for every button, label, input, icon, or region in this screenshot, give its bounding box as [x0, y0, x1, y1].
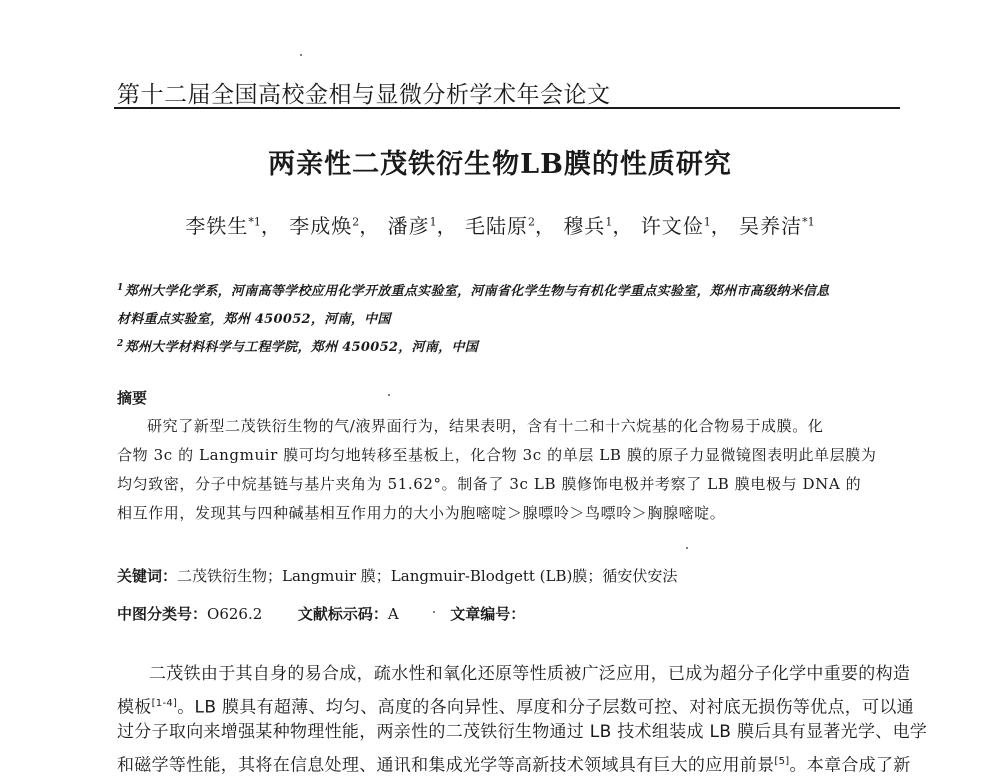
- affiliation-1-line-1: [117, 280, 829, 299]
- body-text-span: 模板: [117, 697, 152, 718]
- abstract-line: 均匀致密，分子中烷基链与基片夹角为 51.62°。制备了 3c LB 膜修饰电极并考察了 LB 膜电极与 DNA 的: [117, 475, 862, 493]
- author-affiliation-mark: 2: [528, 215, 535, 229]
- scan-speck: [300, 54, 302, 56]
- affiliation-text: 郑州大学化学系，河南高等学校应用化学开放重点实验室，河南省化学生物与有机化学重点实验室，郑州市高级纳米信息: [124, 284, 830, 299]
- scan-speck: [686, 547, 688, 549]
- classification-line: [117, 603, 525, 624]
- abstract-body: [117, 412, 901, 528]
- doc-code-label: 文献标示码：: [297, 605, 388, 623]
- doc-code-value: A: [387, 605, 399, 623]
- citation: [1-4]: [151, 698, 178, 709]
- author-name: 毛陆原: [465, 214, 528, 238]
- affiliation-text: 郑州大学材料科学与工程学院，郑州 450052，河南，中国: [124, 340, 479, 355]
- body-line: [117, 747, 911, 776]
- author-name: 许文俭: [640, 214, 704, 238]
- body-text-span: 。LB 膜具有超薄、均匀、高度的各向异性、厚度和分子层数可控、对衬底无损伤等优点，可以通: [177, 697, 914, 718]
- affiliation-marker: 1: [117, 282, 124, 293]
- scan-speck: [388, 394, 390, 396]
- author-list: 李铁生$^{*1}$， 李成焕$^2$， 潘彦$^1$， 毛陆原$^2$， 穆兵$^1$， 许文俭$^1$， 吴养洁$^{*1}$: [185, 214, 815, 238]
- body-line: 过分子取向来增强某种物理性能，两亲性的二茂铁衍生物通过 LB 技术组装成 LB 膜后具有显著光学、电学: [117, 722, 928, 742]
- author-name: 李成焕: [289, 214, 353, 238]
- author-affiliation-mark: 1: [703, 215, 711, 229]
- paper-title: 两亲性二茂铁衍生物LB膜的性质研究: [268, 149, 732, 180]
- conference-header: 第十二届全国高校金相与显微分析学术年会论文: [117, 82, 611, 108]
- author-name: 李铁生: [185, 214, 249, 238]
- abstract-heading: 摘要: [117, 389, 148, 407]
- author-affiliation-mark: 1: [429, 215, 437, 229]
- abstract-line: 研究了新型二茂铁衍生物的气/液界面行为，结果表明，含有十二和十六烷基的化合物易于成膜。化: [147, 417, 824, 435]
- clc-value: O626.2: [207, 605, 263, 623]
- author-name: 潘彦: [387, 214, 430, 238]
- affiliation-marker: 2: [117, 338, 124, 349]
- scan-speck: [433, 611, 435, 613]
- author-affiliation-mark: 2: [352, 215, 360, 229]
- author-affiliation-mark: 1: [605, 215, 613, 229]
- header-rule: [114, 107, 900, 109]
- abstract-line: 合物 3c 的 Langmuir 膜可均匀地转移至基板上，化合物 3c 的单层 LB 膜的原子力显微镜图表明此单层膜为: [117, 446, 877, 464]
- body-text: [117, 660, 928, 776]
- abstract-line: 相互作用，发现其与四种碱基相互作用力的大小为胞嘧啶＞腺嘌呤＞鸟嘌呤＞胸腺嘧啶。: [117, 504, 726, 522]
- affiliation-2: [117, 336, 478, 355]
- author-affiliation-mark: *1: [248, 215, 261, 229]
- article-number-label: 文章编号：: [450, 605, 526, 623]
- body-line: 二茂铁由于其自身的易合成，疏水性和氧化还原等性质被广泛应用，已成为超分子化学中重要的构造: [149, 664, 911, 684]
- citation: [5]: [774, 756, 790, 767]
- keywords-line: [117, 565, 677, 586]
- affiliation-1-line-2: 材料重点实验室，郑州 450052，河南，中国: [117, 312, 391, 327]
- body-text-span: 和磁学等性能，其将在信息处理、通讯和集成光学等高新技术领域具有巨大的应用前景: [117, 755, 775, 776]
- author-affiliation-mark: *1: [802, 215, 815, 229]
- author-name: 吴养洁: [739, 214, 803, 238]
- body-line: [117, 689, 914, 718]
- clc-label: 中图分类号：: [117, 605, 208, 623]
- keywords-value: 二茂铁衍生物；Langmuir 膜；Langmuir-Blodgett (LB)膜；循安伏安法: [177, 567, 678, 585]
- keywords-label: 关键词：: [117, 567, 178, 585]
- author-name: 穆兵: [563, 214, 606, 238]
- body-text-span: 。本章合成了新: [789, 755, 911, 776]
